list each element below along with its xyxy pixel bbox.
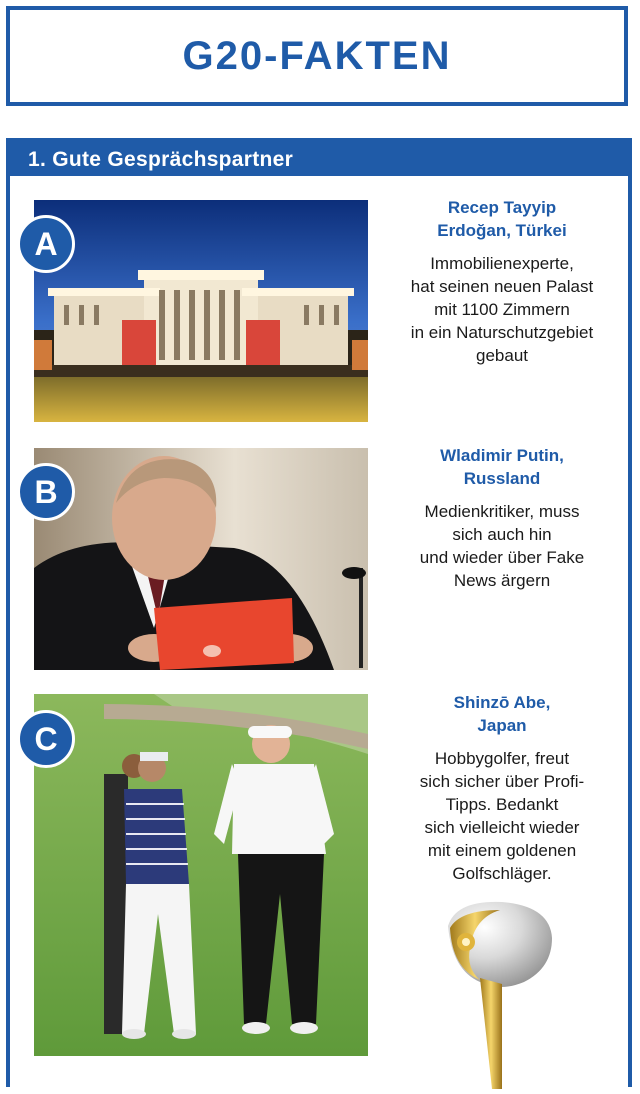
caption-a-line: gebaut <box>476 346 528 365</box>
caption-a-text <box>384 252 620 367</box>
palace-illustration <box>34 200 368 422</box>
caption-c-name-line2: Japan <box>477 716 527 735</box>
badge-c: C <box>17 710 75 768</box>
caption-c <box>384 691 620 885</box>
caption-c-line: sich vielleicht wieder <box>424 818 580 837</box>
caption-c-line: sich sicher über Profi- <box>419 772 585 791</box>
title-box <box>6 6 628 106</box>
caption-a-line: hat seinen neuen Palast <box>410 277 594 296</box>
caption-c-name-line1: Shinzō Abe, <box>453 693 551 712</box>
caption-a-name <box>384 196 620 242</box>
golf-photo <box>34 694 368 1056</box>
caption-b-name-line1: Wladimir Putin, <box>440 446 564 465</box>
page-title: G20-FAKTEN <box>182 33 452 78</box>
caption-c-line: Tipps. Bedankt <box>445 795 559 814</box>
caption-c-line: Golfschläger. <box>452 864 552 883</box>
caption-b-name <box>384 444 620 490</box>
caption-b-line: News ärgern <box>453 571 551 590</box>
caption-a <box>384 196 620 367</box>
caption-a-name-line2: Erdoğan, Türkei <box>437 221 567 240</box>
badge-a: A <box>17 215 75 273</box>
caption-c-line: mit einem goldenen <box>427 841 577 860</box>
badge-b: B <box>17 463 75 521</box>
caption-a-name-line1: Recep Tayyip <box>447 198 557 217</box>
putin-photo <box>34 448 368 670</box>
golf-club-icon <box>440 898 560 1089</box>
caption-c-name <box>384 691 620 737</box>
caption-a-line: mit 1100 Zimmern <box>434 300 570 319</box>
golden-golf-club <box>440 898 560 1089</box>
caption-b-line: und wieder über Fake <box>419 548 585 567</box>
putin-illustration <box>34 448 368 670</box>
caption-b-name-line2: Russland <box>463 469 541 488</box>
caption-c-line: Hobbygolfer, freut <box>434 749 570 768</box>
caption-c-text <box>384 747 620 885</box>
caption-a-line: Immobilienexperte, <box>430 254 574 273</box>
caption-b <box>384 444 620 592</box>
golf-illustration <box>34 694 368 1056</box>
caption-a-line: in ein Naturschutzgebiet <box>410 323 594 342</box>
section-heading: 1. Gute Gesprächspartner <box>10 142 628 176</box>
palace-photo <box>34 200 368 422</box>
caption-b-text <box>384 500 620 592</box>
caption-b-line: Medienkritiker, muss <box>424 502 580 521</box>
caption-b-line: sich auch hin <box>452 525 552 544</box>
